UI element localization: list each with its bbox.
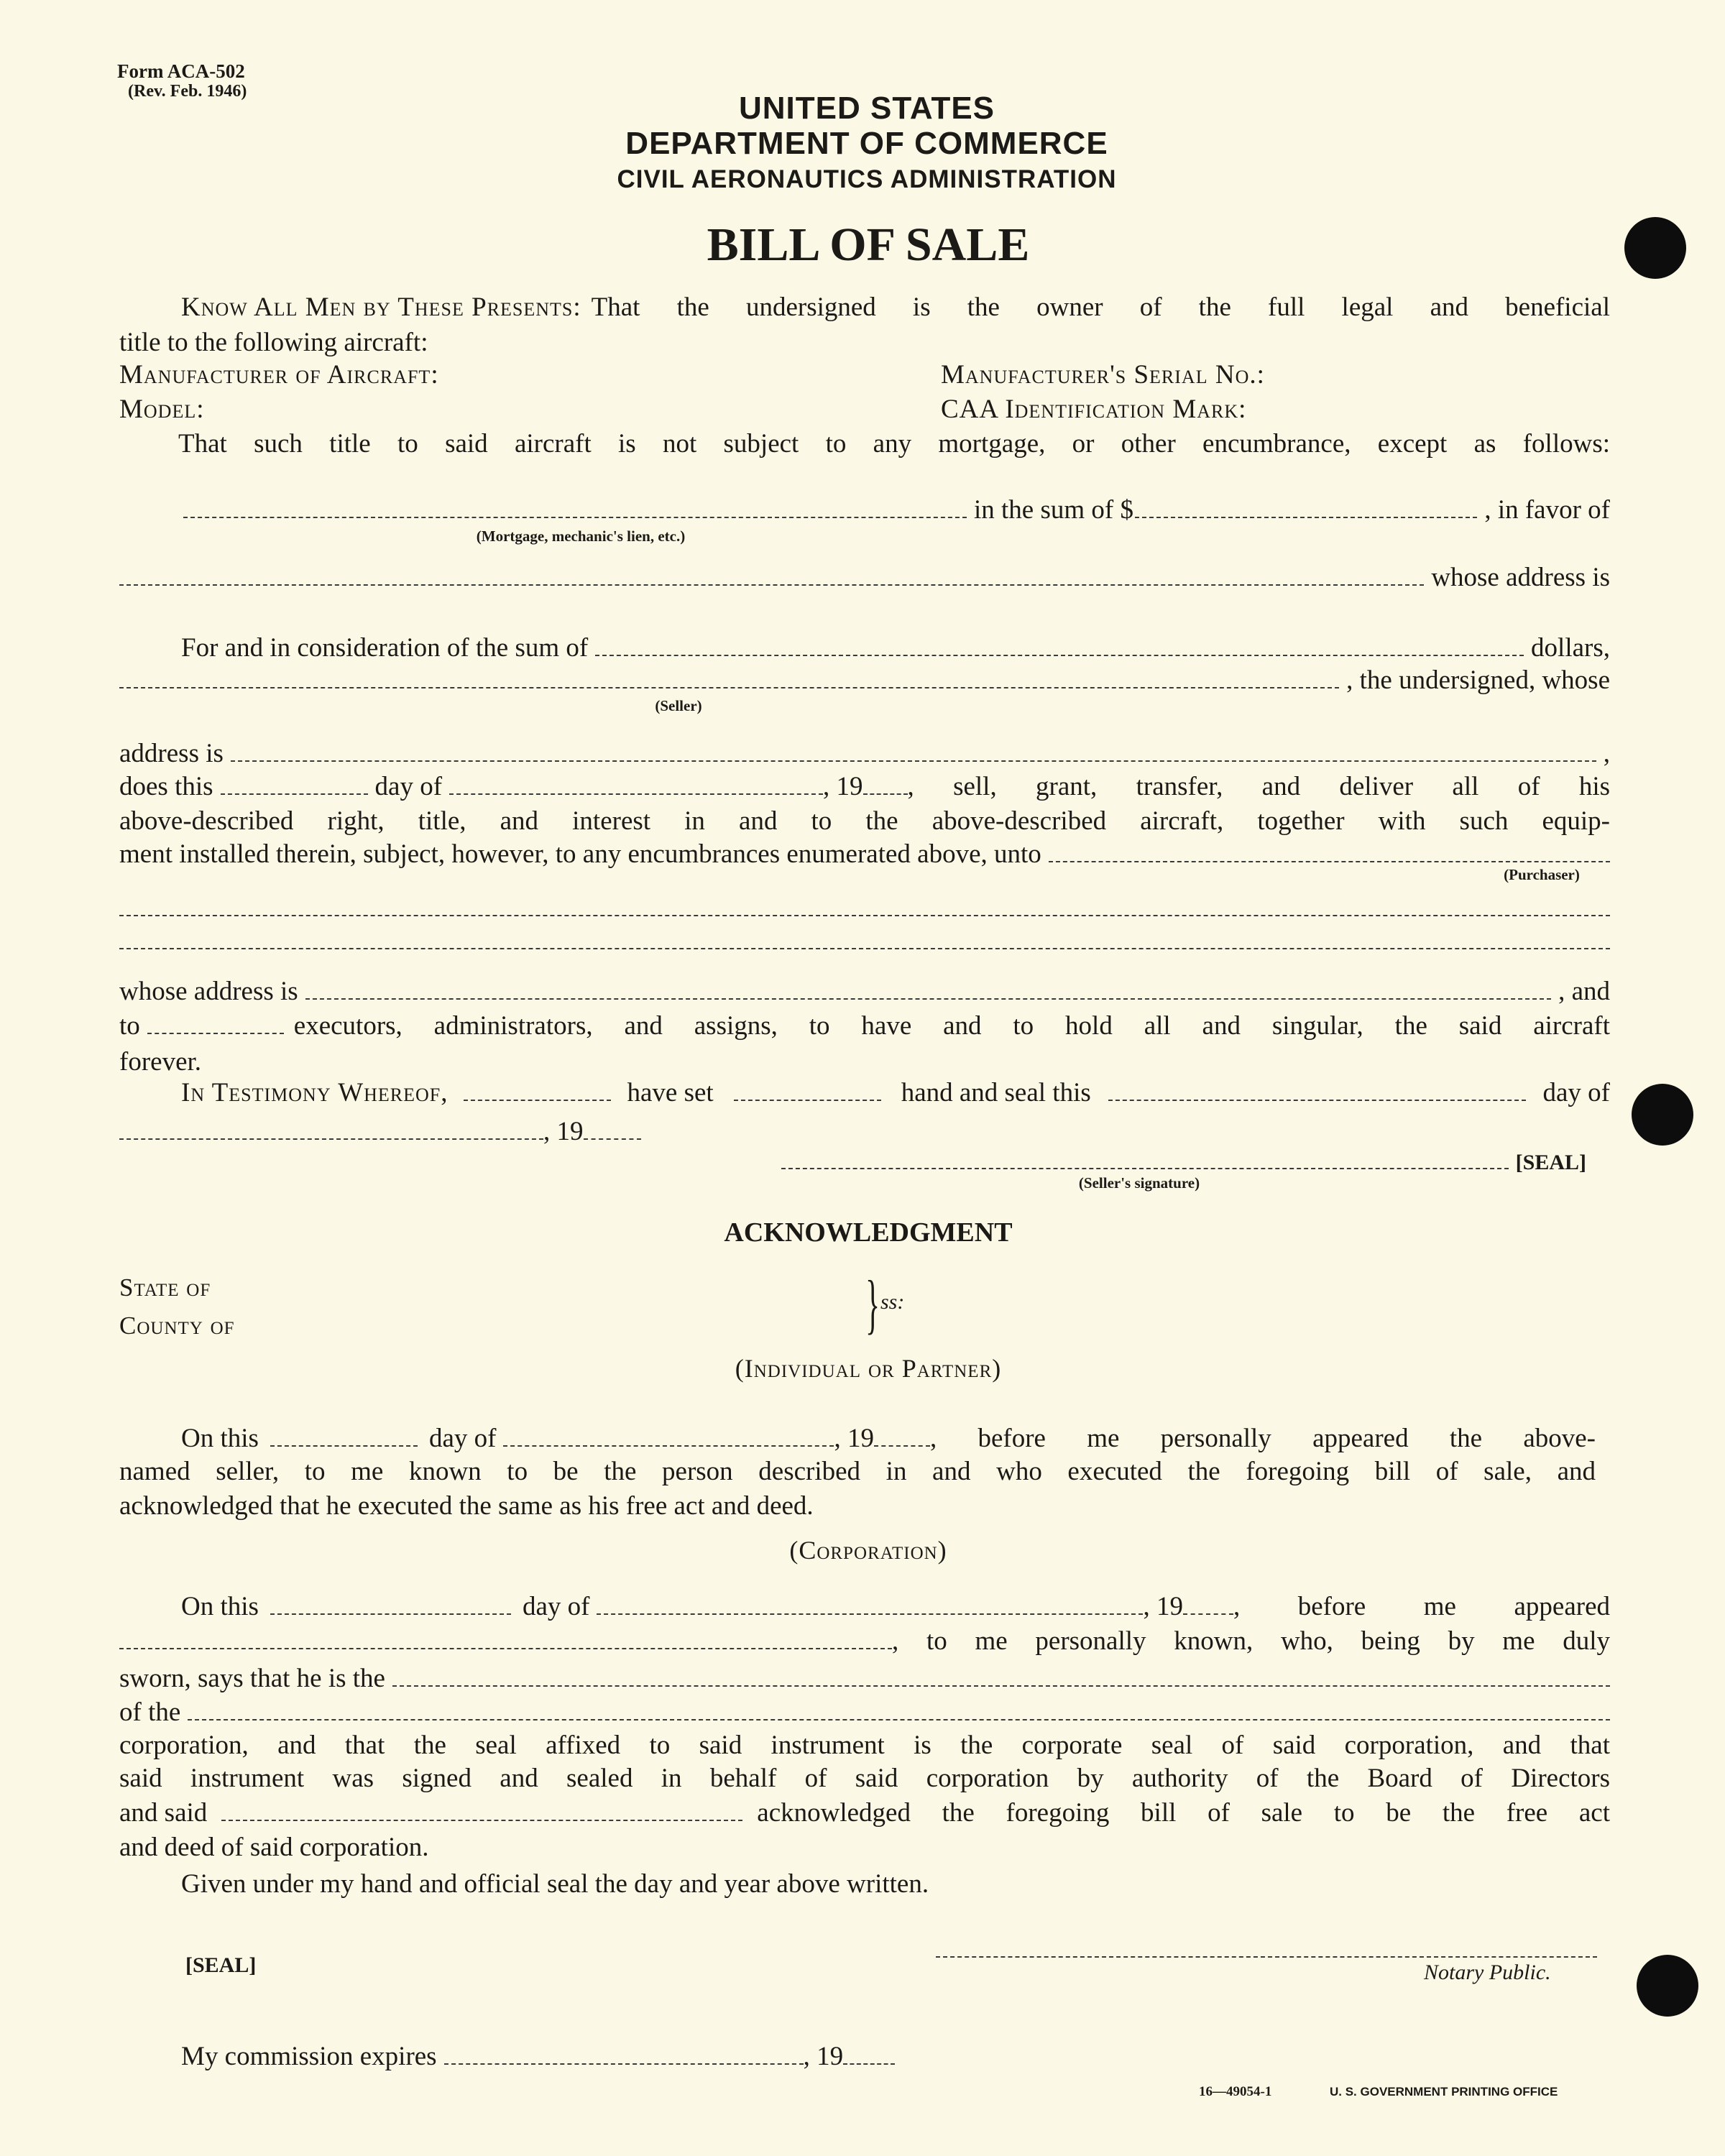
know-all-men: Know All Men by These Presents:	[181, 292, 581, 322]
seller-caption: (Seller)	[655, 697, 702, 714]
in-sum-of: in the sum of $	[974, 495, 1133, 525]
date-line	[119, 771, 1610, 804]
mortgagee-address-line	[119, 562, 1610, 595]
testimony-pronoun-field[interactable]	[734, 1099, 881, 1101]
agency-line-3: CIVIL AERONAUTICS ADMINISTRATION	[617, 165, 1117, 193]
corp-day-field[interactable]	[270, 1613, 511, 1615]
testimony-month-field[interactable]	[119, 1138, 543, 1140]
seller-address-field[interactable]	[231, 760, 1596, 762]
title-text: title to the following aircraft:	[119, 328, 428, 357]
intro-line	[181, 292, 1610, 325]
county-of: County of	[119, 1312, 235, 1340]
model-label: Model:	[119, 395, 205, 424]
address-is: address is	[119, 739, 224, 768]
nineteen: , 19	[823, 772, 863, 801]
and-deed-line	[119, 1832, 1610, 1865]
day-of: day of	[428, 1424, 497, 1453]
unto-line	[119, 839, 1610, 872]
before-me-personally: , before me personally appeared the above-	[929, 1424, 1596, 1453]
purchaser-address-field[interactable]	[305, 998, 1551, 1000]
sale-day-field[interactable]	[221, 793, 368, 795]
notary-seal: [SEAL]	[185, 1953, 257, 1977]
manufacturer-line	[119, 359, 1610, 392]
does-this: does this	[119, 772, 213, 801]
and-said: and said	[119, 1798, 208, 1828]
seller-field[interactable]	[119, 686, 1339, 688]
ss: ss:	[880, 1290, 905, 1314]
corp-month-field[interactable]	[597, 1613, 1143, 1615]
testimony-day-field[interactable]	[1108, 1099, 1526, 1101]
given-under: Given under my hand and official seal the day and year above written.	[181, 1869, 929, 1899]
sell-grant: , sell, grant, transfer, and deliver all of his	[907, 772, 1610, 801]
owner-text: That the undersigned is the owner of the full legal and beneficial	[591, 292, 1610, 322]
forever-line	[119, 1046, 1610, 1079]
testimony-line	[181, 1077, 1610, 1110]
ind-month-field[interactable]	[503, 1445, 834, 1447]
forever: forever.	[119, 1047, 202, 1077]
mortgage-type-field[interactable]	[183, 516, 967, 518]
commission-year-field[interactable]	[843, 2063, 895, 2065]
above-described-line	[119, 806, 1610, 839]
commission-expires: My commission expires	[181, 2042, 437, 2071]
mortgage-line	[183, 494, 1610, 528]
consideration-amount-field[interactable]	[595, 654, 1524, 656]
ind-year-field[interactable]	[874, 1445, 930, 1447]
consideration-line	[181, 632, 1610, 665]
printer: U. S. GOVERNMENT PRINTING OFFICE	[1330, 2085, 1558, 2099]
personally-known: , to me personally known, who, being by me duly	[892, 1626, 1610, 1656]
day-of: day of	[374, 772, 443, 801]
serial-label: Manufacturer's Serial No.:	[941, 360, 1265, 390]
brace: }	[865, 1267, 880, 1340]
executors-line	[119, 1010, 1610, 1044]
have-set: have set	[627, 1078, 714, 1107]
and: , and	[1558, 977, 1610, 1006]
notary-signature-field[interactable]	[936, 1956, 1597, 1958]
undersigned-whose: , the undersigned, whose	[1346, 665, 1610, 695]
purchaser-caption: (Purchaser)	[1504, 866, 1580, 883]
acknowledged-line	[119, 1491, 1610, 1524]
purchaser-field-2[interactable]	[119, 914, 1610, 916]
pronoun-field[interactable]	[147, 1032, 284, 1034]
manufacturer-label: Manufacturer of Aircraft:	[119, 360, 439, 390]
mortgage-caption: (Mortgage, mechanic's lien, etc.)	[476, 528, 686, 545]
before-me-appeared: , before me appeared	[1233, 1592, 1610, 1621]
corporation-seal-line	[119, 1730, 1610, 1763]
punch-hole-bottom	[1637, 1955, 1698, 2017]
punch-hole-top	[1624, 217, 1686, 279]
testimony-year-field[interactable]	[584, 1138, 641, 1140]
encumbrance-line	[178, 428, 1610, 461]
whose-address-is: whose address is	[1431, 563, 1610, 592]
punch-hole-middle	[1632, 1084, 1693, 1146]
form-revision: (Rev. Feb. 1946)	[128, 82, 247, 101]
ind-day-field[interactable]	[270, 1445, 418, 1447]
mortgage-amount-field[interactable]	[1135, 516, 1477, 518]
and-said-field[interactable]	[221, 1819, 742, 1821]
day-of-2: day of	[522, 1592, 590, 1621]
nineteen-3: , 19	[803, 2042, 844, 2071]
form-number: Form ACA-502	[117, 60, 245, 82]
commission-date-field[interactable]	[444, 2063, 804, 2065]
of-the-line	[119, 1697, 1610, 1730]
day-of-2: day of	[1542, 1078, 1610, 1107]
acknowledged-free-act: acknowledged the foregoing bill of sale to be the free act	[757, 1798, 1610, 1828]
title-line	[119, 327, 1610, 360]
page-title: BILL OF SALE	[707, 218, 1030, 271]
to: to	[119, 1011, 140, 1041]
given-under-line	[181, 1869, 1610, 1902]
print-code: 16—49054-1	[1199, 2084, 1272, 2099]
corporation-seal: corporation, and that the seal affixed to said instrument is the corporate seal of said corporation, and that	[119, 1731, 1610, 1760]
individual-date-line	[181, 1423, 1596, 1456]
commission-line	[181, 2041, 1610, 2074]
consideration-text: For and in consideration of the sum of	[181, 633, 589, 663]
purchaser-line-2	[119, 914, 1610, 947]
purchaser-field-3[interactable]	[119, 947, 1610, 949]
said-instrument-line	[119, 1763, 1610, 1796]
nineteen: , 19	[834, 1424, 874, 1453]
seller-signature-field[interactable]	[781, 1167, 1509, 1169]
personally-known-line	[119, 1626, 1610, 1659]
testimony: In Testimony Whereof,	[181, 1078, 448, 1107]
purchaser-address-line	[119, 976, 1610, 1009]
dollars: dollars,	[1531, 633, 1610, 663]
named-seller: named seller, to me known to be the person described in and who executed the foregoing bill of sale, and	[119, 1457, 1596, 1486]
seller-address-line	[119, 738, 1610, 771]
and-deed: and deed of said corporation.	[119, 1833, 429, 1862]
testimony-who-field[interactable]	[464, 1099, 611, 1101]
seller-signature-caption: (Seller's signature)	[1078, 1174, 1200, 1192]
acknowledgment-title: ACKNOWLEDGMENT	[724, 1217, 1013, 1248]
corp-year-field[interactable]	[1183, 1613, 1233, 1615]
individual-heading: (Individual or Partner)	[735, 1354, 1002, 1383]
sale-month-field[interactable]	[449, 793, 823, 795]
mortgagee-field[interactable]	[119, 584, 1424, 586]
ment-installed: ment installed therein, subject, however, to any encumbrances enumerated above, unto	[119, 839, 1041, 869]
seller-line	[119, 665, 1610, 698]
agency-line-1: UNITED STATES	[738, 91, 995, 126]
sworn-line	[119, 1663, 1610, 1696]
agency-line-2: DEPARTMENT OF COMMERCE	[625, 126, 1108, 161]
caa-label: CAA Identification Mark:	[941, 395, 1247, 424]
and-said-line	[119, 1797, 1610, 1830]
nineteen-2: , 19	[1143, 1592, 1183, 1621]
comma: ,	[1603, 739, 1610, 768]
executors: executors, administrators, and assigns, to have and to hold all and singular, the said aircraft	[293, 1011, 1610, 1041]
whose-address-is-2: whose address is	[119, 977, 298, 1006]
named-seller-line	[119, 1456, 1596, 1489]
on-this: On this	[181, 1424, 259, 1453]
acknowledged: acknowledged that he executed the same as his free act and deed.	[119, 1491, 814, 1521]
corporation-heading: (Corporation)	[789, 1536, 947, 1565]
corporation-name-field[interactable]	[188, 1718, 1610, 1720]
officer-title-field[interactable]	[392, 1685, 1610, 1687]
testimony-date-line	[119, 1116, 1610, 1149]
model-line	[119, 394, 1610, 427]
corporation-date-line	[181, 1591, 1610, 1624]
sworn: sworn, says that he is the	[119, 1664, 385, 1693]
on-this-2: On this	[181, 1592, 259, 1621]
hand-seal-this: hand and seal this	[901, 1078, 1091, 1107]
state-of: State of	[119, 1273, 211, 1302]
purchaser-field[interactable]	[1049, 860, 1610, 862]
notary-public: Notary Public.	[1424, 1961, 1551, 1984]
nineteen-2: , 19	[543, 1117, 584, 1146]
in-favor-of: , in favor of	[1484, 495, 1610, 525]
of-the: of the	[119, 1697, 181, 1727]
encumbrance-text: That such title to said aircraft is not subject to any mortgage, or other encumbrance, except as follows:	[178, 429, 1610, 459]
corp-officer-field[interactable]	[119, 1647, 892, 1649]
above-described: above-described right, title, and interest in and to the above-described aircraft, together with such equip-	[119, 806, 1610, 836]
sale-year-field[interactable]	[863, 793, 908, 795]
said-instrument: said instrument was signed and sealed in behalf of said corporation by authority of the Board of Directors	[119, 1764, 1610, 1793]
seal: [SEAL]	[1515, 1151, 1586, 1174]
